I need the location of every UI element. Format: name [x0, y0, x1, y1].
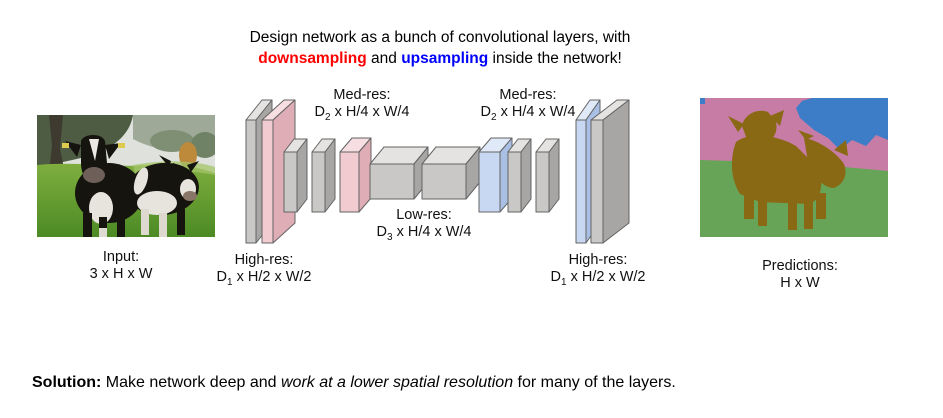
- title-line1: Design network as a bunch of convolutional layers, with: [249, 29, 631, 46]
- label-input-line1: Input:: [102, 249, 140, 265]
- label-high-res-right-line1: High-res:: [568, 252, 628, 268]
- dim-sub: 1: [226, 276, 233, 288]
- cow-photo-graphic: [37, 115, 215, 237]
- dim-d: D: [376, 224, 387, 240]
- label-med-res-right-dims: [480, 104, 575, 126]
- solution-normal2: for many of the layers.: [513, 374, 676, 391]
- network-layer-conv-high-res: [246, 100, 272, 243]
- title-downsampling-word: downsampling: [258, 50, 367, 67]
- label-med-res-right-line1: Med-res:: [499, 87, 557, 103]
- solution-normal1: Make network deep and: [101, 374, 281, 391]
- label-med-res-left-line1: Med-res:: [333, 87, 391, 103]
- label-high-res-left-dims: [216, 269, 311, 291]
- dim-sub: 1: [560, 276, 567, 288]
- segmentation-graphic: [700, 98, 888, 237]
- label-low-res-dims: [376, 224, 471, 246]
- dim-tail: x H/2 x W/2: [566, 269, 646, 285]
- dim-d: D: [480, 104, 491, 120]
- network-layer-conv-med-res: [284, 139, 307, 212]
- network-layer-conv-high-res: [591, 100, 629, 243]
- label-high-res-right-dims: [550, 269, 645, 291]
- label-high-res-right: [550, 252, 645, 291]
- solution-bold: Solution:: [32, 374, 102, 391]
- solution-italic: work at a lower spatial resolution: [280, 374, 514, 391]
- label-predictions-line2: H x W: [780, 275, 820, 291]
- slide-title: [225, 27, 655, 69]
- network-layer-conv-med-res: [508, 139, 531, 212]
- dim-sub: 2: [490, 111, 497, 123]
- label-high-res-left: [216, 252, 311, 291]
- label-input: [90, 249, 153, 283]
- label-med-res-left-dims: [314, 104, 409, 126]
- dim-tail: x H/2 x W/2: [232, 269, 312, 285]
- network-layer-downsample-high: [262, 100, 295, 243]
- dim-d: D: [216, 269, 227, 285]
- dim-d: D: [550, 269, 561, 285]
- label-low-res: [376, 207, 471, 246]
- region-sky-corner: [700, 98, 705, 104]
- network-layer-downsample-med: [340, 138, 371, 212]
- dim-d: D: [314, 104, 325, 120]
- dim-tail: x H/4 x W/4: [330, 104, 410, 120]
- predictions-segmentation-map: [700, 98, 888, 237]
- network-layer-upsample-med: [479, 138, 512, 212]
- label-med-res-left: [314, 87, 409, 126]
- solution-text: [32, 373, 676, 392]
- network-layer-upsample-high: [576, 100, 600, 243]
- label-low-res-line1: Low-res:: [396, 207, 452, 223]
- network-layer-conv-med-res: [536, 139, 559, 212]
- title-upsampling-word: upsampling: [401, 50, 489, 67]
- label-high-res-left-line1: High-res:: [234, 252, 294, 268]
- title-suffix: inside the network!: [488, 50, 622, 67]
- dim-sub: 2: [324, 111, 331, 123]
- dim-sub: 3: [386, 231, 393, 243]
- input-cow-photo: [37, 115, 215, 237]
- dim-tail: x H/4 x W/4: [392, 224, 472, 240]
- title-and-word: and: [366, 50, 402, 67]
- network-layer-conv-med-res: [312, 139, 335, 212]
- network-layer-conv-low-res: [370, 147, 428, 199]
- label-med-res-right: [480, 87, 575, 126]
- network-layer-conv-low-res: [422, 147, 480, 199]
- label-predictions-line1: Predictions:: [762, 258, 838, 274]
- label-input-line2: 3 x H x W: [89, 266, 153, 282]
- label-predictions: [762, 258, 838, 292]
- dim-tail: x H/4 x W/4: [496, 104, 576, 120]
